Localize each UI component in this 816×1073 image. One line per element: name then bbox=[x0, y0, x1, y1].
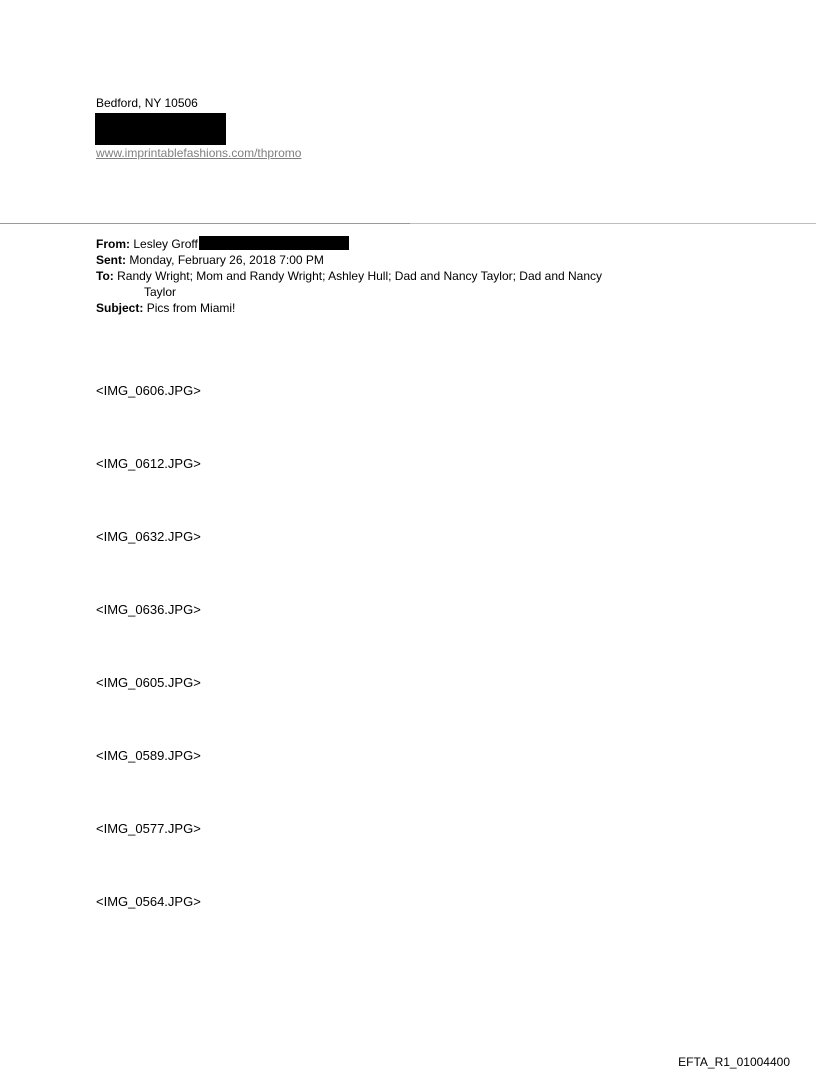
attachment-item[interactable]: <IMG_0636.JPG> bbox=[96, 602, 201, 617]
attachment-item[interactable]: <IMG_0577.JPG> bbox=[96, 821, 201, 836]
attachment-item[interactable]: <IMG_0605.JPG> bbox=[96, 675, 201, 690]
redaction-block bbox=[199, 236, 349, 250]
attachment-item[interactable]: <IMG_0632.JPG> bbox=[96, 529, 201, 544]
sent-value: Monday, February 26, 2018 7:00 PM bbox=[129, 253, 324, 267]
from-label: From: bbox=[96, 237, 130, 251]
signature-address: Bedford, NY 10506 bbox=[96, 96, 198, 110]
sent-label: Sent: bbox=[96, 253, 126, 267]
to-value-continued: Taylor bbox=[144, 285, 177, 299]
subject-row bbox=[96, 300, 696, 316]
from-row bbox=[96, 236, 696, 252]
attachment-item[interactable]: <IMG_0612.JPG> bbox=[96, 456, 201, 471]
document-id: EFTA_R1_01004400 bbox=[678, 1055, 790, 1069]
subject-label: Subject: bbox=[96, 301, 144, 315]
attachment-item[interactable]: <IMG_0606.JPG> bbox=[96, 383, 201, 398]
to-label: To: bbox=[96, 269, 114, 283]
sent-row bbox=[96, 252, 696, 268]
to-row-continued bbox=[96, 284, 696, 300]
redaction-block bbox=[95, 113, 226, 145]
signature-link[interactable]: www.imprintablefashions.com/thpromo bbox=[96, 146, 302, 160]
to-value: Randy Wright; Mom and Randy Wright; Ashley Hull; Dad and Nancy Taylor; Dad and Nancy bbox=[117, 269, 603, 283]
from-value: Lesley Groff bbox=[133, 237, 198, 251]
subject-value: Pics from Miami! bbox=[146, 301, 236, 315]
divider-accent bbox=[0, 223, 410, 224]
attachment-item[interactable]: <IMG_0564.JPG> bbox=[96, 894, 201, 909]
email-header bbox=[96, 236, 696, 316]
attachment-item[interactable]: <IMG_0589.JPG> bbox=[96, 748, 201, 763]
to-row bbox=[96, 268, 696, 284]
